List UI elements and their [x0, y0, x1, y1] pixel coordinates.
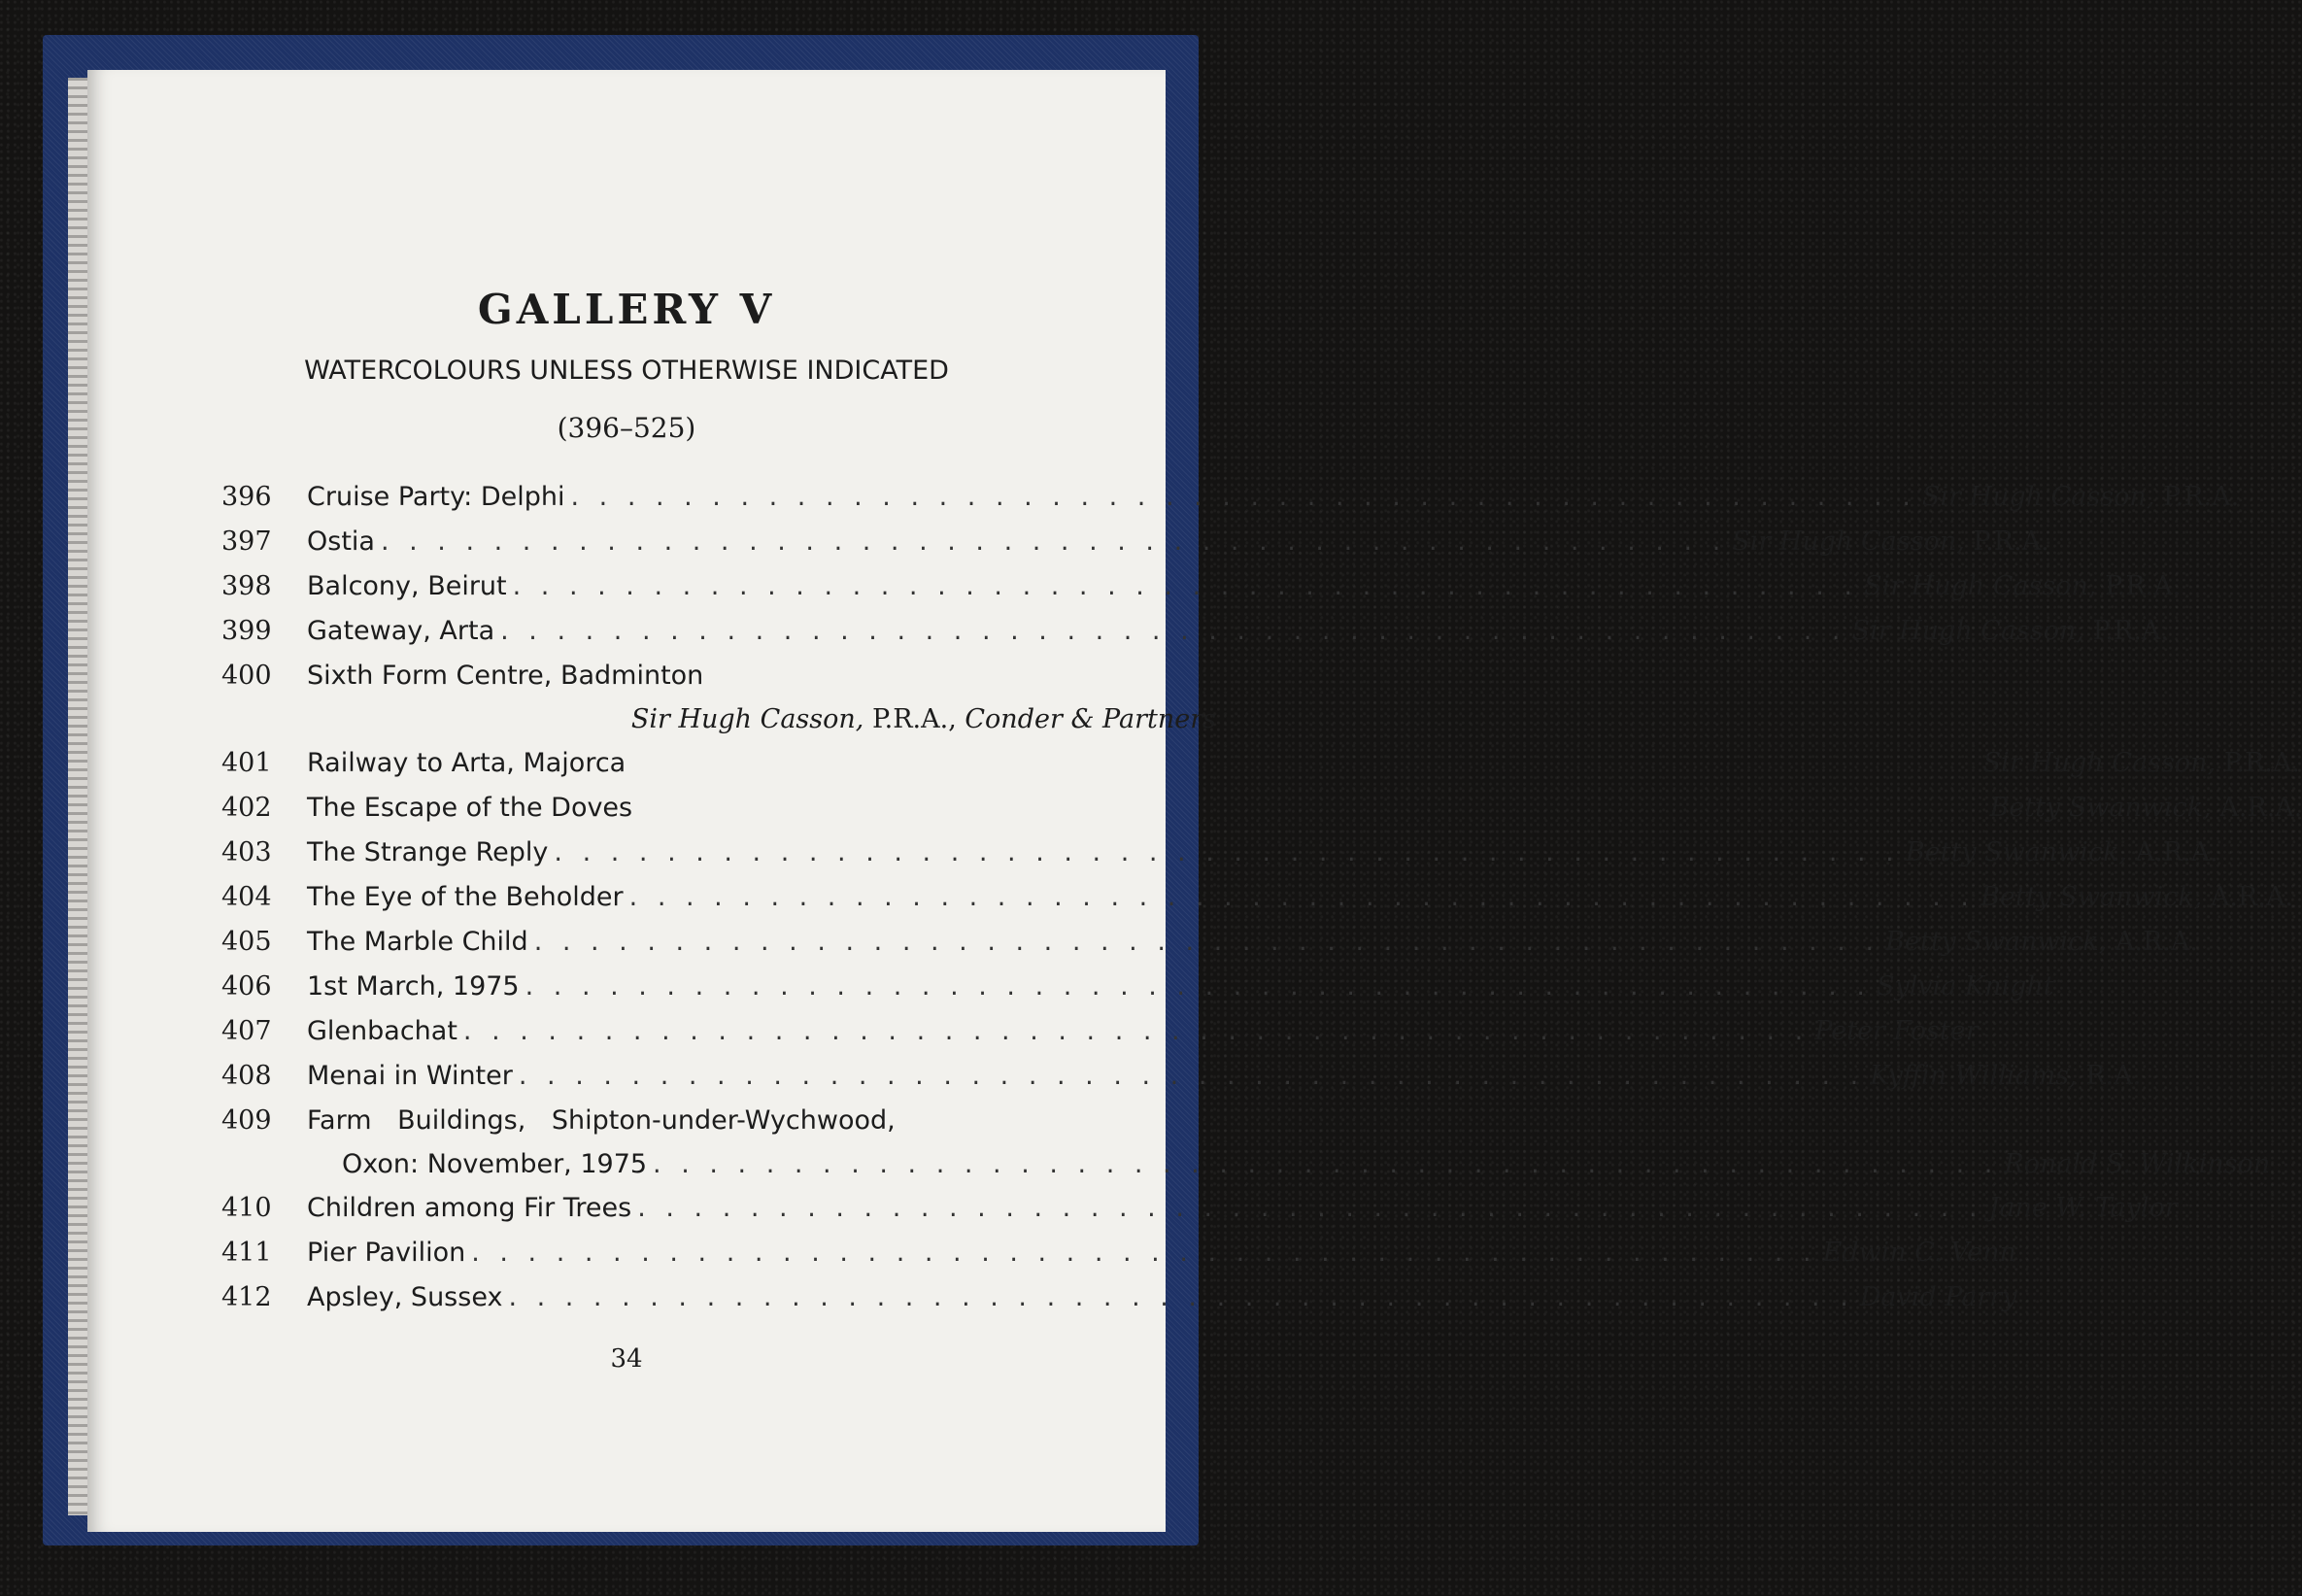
- entry-number: 403: [221, 836, 272, 867]
- catalogue-entry: [221, 1053, 2142, 1098]
- leader-dots: [528, 927, 1885, 957]
- entry-number: 409: [221, 1104, 272, 1136]
- entry-artist: Ronald S. Wilkinson: [2004, 1148, 2271, 1179]
- entry-title-continued: Oxon: November, 1975: [342, 1148, 648, 1179]
- catalogue-entry: [221, 1274, 2017, 1319]
- entry-artist: Sir Hugh Casson, P.R.A.: [1982, 747, 2300, 778]
- entry-artist-line: [221, 697, 1216, 740]
- catalogue-page: [87, 70, 2302, 1532]
- entry-title: The Eye of the Beholder: [307, 881, 624, 912]
- entry-title: Apsley, Sussex: [307, 1281, 503, 1312]
- leader-dots: [520, 971, 1877, 1002]
- entry-number: 404: [221, 881, 272, 912]
- entry-artist: Sir Hugh Casson, P.R.A.: [1863, 570, 2182, 601]
- leader-dots: [502, 1282, 1859, 1312]
- entry-title: Glenbachat: [307, 1015, 457, 1046]
- entry-number: 410: [221, 1192, 272, 1223]
- entry-number: 396: [221, 481, 272, 512]
- entry-title: The Strange Reply: [307, 836, 549, 867]
- leader-dots: [631, 1193, 1988, 1223]
- leader-dots: [494, 616, 1851, 646]
- entry-artist: Betty Swanwick, A.R.A.: [1980, 881, 2293, 912]
- leader-dots: [507, 571, 1864, 601]
- gallery-subtitle: WATERCOLOURS UNLESS OTHERWISE INDICATED: [304, 356, 949, 386]
- catalogue-entry: [221, 830, 2218, 874]
- entry-artist: Sylvia Knight: [1876, 970, 2054, 1002]
- leader-dots: [624, 882, 1980, 912]
- leader-dots: [647, 1149, 2004, 1179]
- entry-artist: Jane W. Taylor: [1988, 1192, 2178, 1223]
- catalogue-entry: [221, 785, 2302, 830]
- entry-title: Pier Pavilion: [307, 1237, 466, 1268]
- entry-number: 397: [221, 526, 272, 557]
- leader-dots: [513, 1061, 1870, 1091]
- entry-number: 398: [221, 570, 272, 601]
- leader-dots: [548, 837, 1905, 867]
- entry-title: Sixth Form Centre, Badminton: [307, 660, 704, 691]
- catalogue-entry: [221, 874, 2293, 919]
- catalogue-entry: [221, 653, 1216, 697]
- entry-title: Ostia: [307, 526, 375, 557]
- catalogue-entry: [221, 1185, 2178, 1230]
- catalogue-entry: [221, 1008, 1979, 1053]
- entry-title: Gateway, Arta: [307, 615, 495, 646]
- entry-number: 399: [221, 615, 272, 646]
- gallery-title: GALLERY V: [477, 286, 776, 333]
- entry-artist: Betty Swanwick, A.R.A.: [1905, 836, 2218, 867]
- leader-dots: [457, 1016, 1814, 1046]
- entry-artist: Betty Swanwick, A.R.A.: [1885, 926, 2198, 957]
- entry-title: Railway to Arta, Majorca: [307, 747, 626, 778]
- catalogue-entry: [221, 964, 2054, 1008]
- leader-dots: [465, 1238, 1822, 1268]
- entry-number: 412: [221, 1281, 272, 1312]
- page-number: 34: [610, 1344, 643, 1374]
- catalogue-entry: [221, 919, 2198, 964]
- entry-artist: Edwin C. Venn: [1822, 1237, 2016, 1268]
- entry-number: 401: [221, 747, 272, 778]
- entry-number: 402: [221, 792, 272, 823]
- catalogue-entry: [221, 519, 2049, 563]
- entry-title: The Marble Child: [307, 926, 528, 957]
- entry-title: Farm Buildings, Shipton-under-Wychwood,: [307, 1104, 896, 1136]
- entry-title: The Escape of the Doves: [307, 792, 633, 823]
- catalogue-entry: [221, 1098, 1216, 1142]
- entry-title: Menai in Winter: [307, 1060, 513, 1091]
- catalogue-list: [221, 474, 2302, 1319]
- leader-dots: [375, 526, 1732, 557]
- entry-number: 400: [221, 660, 272, 691]
- entry-artist: Betty Swanwick, A.R.A.: [1989, 792, 2302, 823]
- entry-number: 405: [221, 926, 272, 957]
- catalogue-entry: [221, 474, 2240, 519]
- entry-title: Balcony, Beirut: [307, 570, 507, 601]
- entry-number: 406: [221, 970, 272, 1002]
- catalogue-range: (396–525): [557, 412, 696, 444]
- entry-number: 408: [221, 1060, 272, 1091]
- entry-number: 411: [221, 1237, 272, 1268]
- entry-artist: Peter Foster: [1814, 1015, 1979, 1046]
- entry-number: 407: [221, 1015, 272, 1046]
- entry-artist: Kyffin Williams, R.A.: [1870, 1060, 2142, 1091]
- leader-dots: [564, 482, 1921, 512]
- entry-artist: David Parry: [1859, 1281, 2017, 1312]
- entry-artist: Sir Hugh Casson, P.R.A., Conder & Partners: [630, 703, 1216, 734]
- catalogue-entry: [221, 563, 2182, 608]
- catalogue-entry: [221, 608, 2169, 653]
- entry-continuation: [221, 1142, 2271, 1185]
- catalogue-entry: [221, 740, 2300, 785]
- entry-title: 1st March, 1975: [307, 970, 520, 1002]
- entry-title: Cruise Party: Delphi: [307, 481, 565, 512]
- entry-artist: Sir Hugh Casson, P.R.A.: [1921, 481, 2240, 512]
- catalogue-entry: [221, 1230, 2016, 1274]
- entry-artist: Sir Hugh Casson, P.R.A.: [1732, 526, 2049, 557]
- entry-artist: Sir Hugh Casson, P.R.A.: [1851, 615, 2169, 646]
- entry-title: Children among Fir Trees: [307, 1192, 632, 1223]
